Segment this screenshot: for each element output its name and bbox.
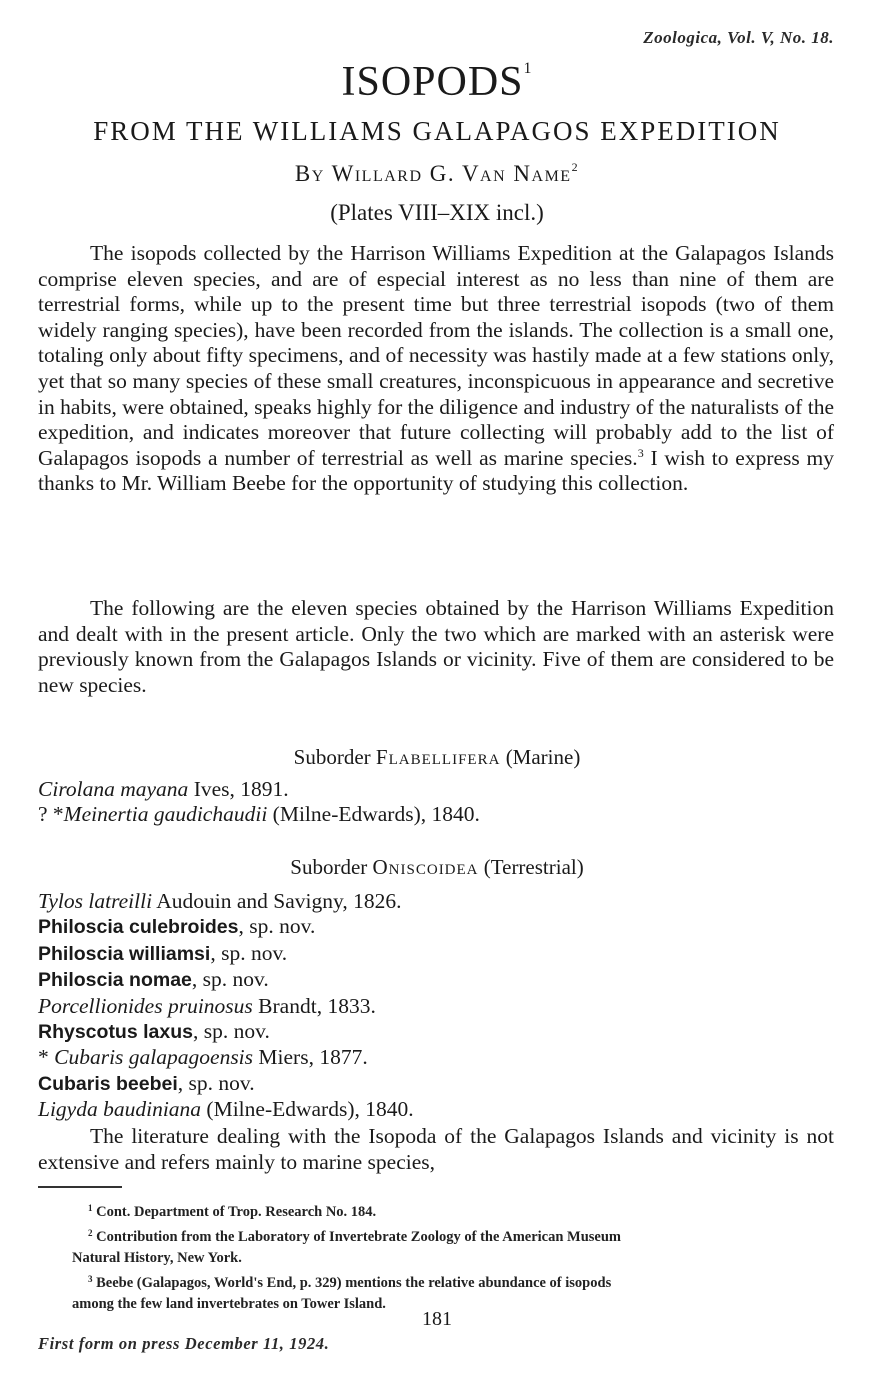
species-entry — [38, 889, 838, 914]
author-name: By Willard G. Van Name — [294, 161, 572, 186]
suborder-heading-oniscoidea — [0, 855, 874, 880]
species-name: Cubaris beebei — [38, 1072, 178, 1095]
suborder-name: Oniscoidea — [372, 855, 479, 879]
title-footnote-mark: 1 — [523, 60, 533, 77]
species-name: Rhyscotus laxus — [38, 1021, 193, 1044]
intro-footnote-mark: 3 — [637, 445, 644, 460]
footnote-3 — [38, 1269, 834, 1294]
species-name: Cirolana mayana — [38, 777, 189, 801]
species-name: Philoscia culebroides — [38, 916, 239, 939]
footnote-text: Beebe (Galapagos, World's End, p. 329) mentions the relative abundance of isopods — [92, 1275, 612, 1291]
species-authority: Miers, 1877. — [253, 1045, 368, 1070]
footnote-mark: 3 — [88, 1274, 93, 1284]
footnote-text: Contribution from the Laboratory of Invertebrate Zoology of the American Museum — [92, 1229, 622, 1245]
species-intro-text: The following are the eleven species obtained by the Harrison Williams Expedition and dealt with in the present article. Only the two which are marked with an asterisk were previously known from the Galapagos Islands or vicinity. Five of them are considered to be new species. — [38, 596, 834, 697]
suborder-habitat: (Marine) — [505, 745, 581, 769]
title-text: ISOPODS — [341, 59, 524, 105]
species-name: Philoscia williamsi — [38, 942, 211, 965]
suborder-label: Suborder — [290, 855, 368, 879]
species-authority: Brandt, 1833. — [252, 993, 376, 1018]
footnote-2-continued: Natural History, New York. — [72, 1250, 242, 1266]
species-entry — [38, 994, 838, 1019]
species-entry — [38, 777, 838, 802]
species-list-oniscoidea — [38, 889, 838, 1123]
author-line — [0, 160, 874, 187]
species-authority: , sp. nov. — [238, 914, 316, 939]
species-authority: Audouin and Savigny, 1826. — [152, 889, 402, 913]
intro-paragraph — [38, 241, 834, 497]
species-authority: , sp. nov. — [191, 967, 269, 992]
suborder-habitat: (Terrestrial) — [483, 855, 584, 879]
suborder-label: Suborder — [293, 745, 371, 769]
species-entry — [38, 967, 838, 993]
article-subtitle: FROM THE WILLIAMS GALAPAGOS EXPEDITION — [93, 116, 781, 146]
plates-note: (Plates VIII–XIX incl.) — [330, 200, 544, 225]
footnote-1 — [38, 1198, 834, 1223]
suborder-name: Flabellifera — [375, 745, 501, 769]
intro-text-b: I wish to express my thanks to Mr. William Beebe for the opportunity of studying this collection. — [38, 445, 835, 496]
species-entry — [38, 1097, 838, 1122]
literature-text: The literature dealing with the Isopoda of the Galapagos Islands and vicinity is not extensive and refers mainly to marine species, — [38, 1124, 834, 1174]
species-name: Meinertia gaudichaudii — [63, 802, 268, 827]
species-entry — [38, 1071, 838, 1097]
footnote-3-continued: among the few land invertebrates on Tower Island. — [72, 1296, 386, 1312]
species-entry — [38, 1019, 838, 1045]
species-authority: Ives, 1891. — [188, 777, 289, 801]
page-number: 181 — [422, 1308, 452, 1330]
species-prefix: ? * — [38, 802, 64, 827]
footnote-divider — [38, 1186, 122, 1188]
species-authority: , sp. nov. — [192, 1019, 270, 1044]
species-name: Tylos latreilli — [38, 889, 153, 913]
species-authority: , sp. nov. — [210, 940, 288, 965]
species-entry — [38, 914, 838, 940]
footnote-mark: 1 — [88, 1203, 93, 1213]
species-authority: , sp. nov. — [177, 1070, 255, 1095]
press-note: First form on press December 11, 1924. — [38, 1334, 330, 1353]
species-authority: (Milne-Edwards), 1840. — [201, 1097, 414, 1122]
species-prefix: * — [38, 1045, 55, 1070]
species-name: Cubaris galapagoensis — [54, 1045, 254, 1070]
suborder-heading-flabellifera — [0, 745, 874, 770]
footnotes — [38, 1198, 834, 1315]
species-name: Ligyda baudiniana — [38, 1097, 202, 1122]
species-name: Philoscia nomae — [38, 969, 192, 992]
journal-header: Zoologica, Vol. V, No. 18. — [643, 28, 834, 47]
article-title — [0, 58, 874, 106]
footnote-mark: 2 — [88, 1228, 93, 1238]
species-list-flabellifera — [38, 777, 838, 828]
author-footnote-mark: 2 — [571, 160, 580, 174]
species-name: Porcellionides pruinosus — [38, 993, 253, 1018]
intro-text-a: The isopods collected by the Harrison Williams Expedition at the Galapagos Islands comprise eleven species, and are of especial interest as no less than nine of them are terrestrial forms, while up to the present time but three terrestrial isopods (two of them widely ranging species), have been recorded from the islands. The collection is a small one, totaling only about fifty specimens, and of necessity was hastily made at a few stations only, yet that so many species of these small creatures, inconspicuous in appearance and secretive in habits, were obtained, speaks highly for the diligence and industry of the naturalists of the expedition, and indicates moreover that future collecting will probably add to the list of Galapagos isopods a number of terrestrial as well as marine species. — [38, 241, 834, 470]
footnote-text: Cont. Department of Trop. Research No. 184. — [92, 1204, 377, 1220]
footnote-2 — [38, 1223, 834, 1248]
literature-paragraph — [38, 1124, 834, 1175]
species-entry — [38, 1045, 838, 1070]
species-authority: (Milne-Edwards), 1840. — [267, 802, 480, 827]
species-intro-paragraph — [38, 596, 834, 698]
species-entry — [38, 802, 838, 827]
species-entry — [38, 941, 838, 967]
